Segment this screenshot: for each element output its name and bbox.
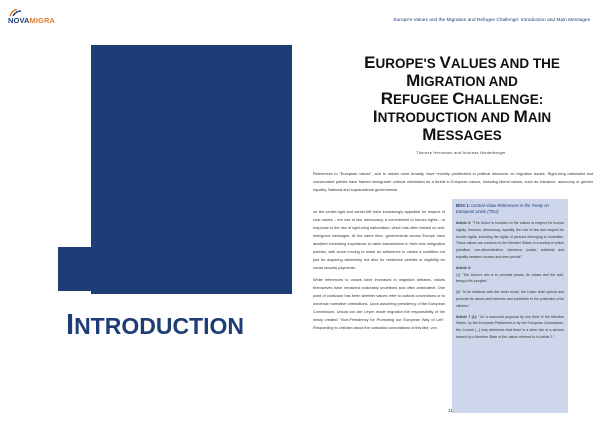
logo-text-nova: NOVA [8,16,30,25]
column-paragraph-1: on the center-right and center-left have increasingly appealed for respect of civic values – the rule of law, democracy, a commitment to human rights – in response to the rise of right-wing nationalism, which has often thrived on anti-immigrant messages. At the same time, governments across Europe have ascribed increasing importance to value transmission in their civic integration policies, with some moving to make an adherence to values a condition not just for acquiring citizenship but also for residence permits or eligibility for social security payments. [313,210,445,270]
section-title [66,298,296,346]
article-3-para-1: (1) "The Union's aim is to promote peace, its values and the well-being of its peoples." [456,272,564,284]
running-header: Europe's Values and the Migration and Refugee Challenge: Introduction and Main Messages [393,18,590,23]
box-body [456,220,564,341]
title-line-5: MESSAGES [422,125,502,142]
authors: Therese Herrmann and Andreas Niederberger [416,151,506,155]
treaty-box [452,199,568,413]
article-2-label: Article 2: [456,221,472,225]
left-column [313,208,445,332]
article-7-text: "On a reasoned proposal by one third of the Member States, by the European Parliament or by the European Commission, the Council [...] may determine that there is a clear risk of a serious breach by a Member State of the values referred to in Article 2." [456,314,564,339]
article-2-text: "The Union is founded on the values of respect for human dignity, freedom, democracy, equality, the rule of law and respect for human rights, including the rights of persons belonging to minorities. These values are common to the Member States in a society in which pluralism, non-discrimination, tolerance, justice, solidarity and equality between women and men prevail." [456,221,564,259]
box-label: BOX 1: [456,203,470,208]
novamigra-logo [8,9,60,27]
article-3-para-2: (5) "In its relations with the wider world, the Union shall uphold and promote its values and interests and contribute to the protection of its citizens." [456,290,564,308]
box-subject: Central Value References in the Treaty on European Union (TEU) [456,203,549,214]
article-3-heading [456,265,564,285]
intro-paragraph [313,170,593,194]
article-7-label: Article 7 (1): [456,314,478,319]
article-3-label: Article 3: [456,265,471,270]
title-line-4: INTRODUCTION AND MAIN [372,107,552,126]
title-line-3: REFUGEE CHALLENGE: [380,89,544,108]
title-line-1: EUROPE'S VALUES AND THE [364,53,560,72]
article-7 [456,314,564,341]
title-line-2: MIGRATION AND [406,71,518,90]
svg-text:INTRODUCTION [66,309,244,341]
logo-wordmark [8,16,55,25]
intro-text: References to "European values", and to values more broadly, have recently proliferated in political discourse on migration issues. Right-wing nationalist and conservative parties have framed immigrants' cultural orientation as a threat to European values, including liberal values, such as tolerance, autonomy or gender equality. National and supranational governments [313,172,593,192]
page-title [330,50,594,142]
logo-text-migra: MIGRA [29,16,56,25]
section-title-initial: I [66,309,75,341]
blue-title-band [58,247,292,291]
section-title-rest: NTRODUCTION [74,313,244,339]
column-paragraph-2: While references to values have increased in migration debates, values themselves have remained noticeably undefined and often ambivalent. One point of confusion has been whether values refer to cultural conventions or to universal normative orientations. Upon assuming presidency of the European Commission, Ursula von der Leyen made migration the responsibility of the newly created "Vice-Presidency for Promoting our European Way of Life". Responding to criticism about the culturalist connotations of this title, von [313,278,445,330]
box-title [456,203,564,215]
page-number: 11 [448,408,453,413]
article-2 [456,220,564,261]
